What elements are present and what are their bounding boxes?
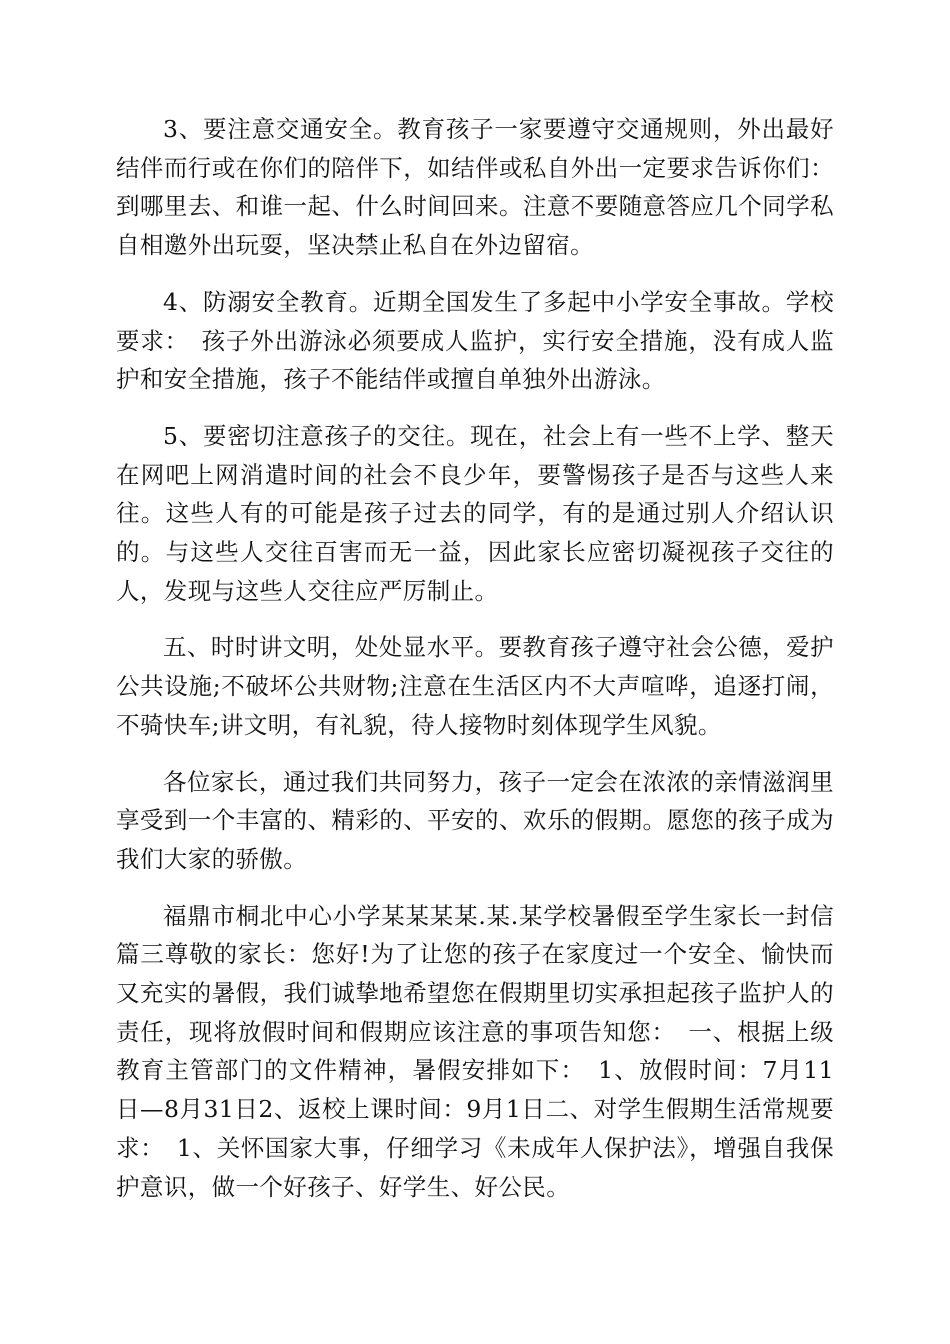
paragraph-letter-three: 福鼎市桐北中心小学某某某某.某.某学校暑假至学生家长一封信篇三尊敬的家长：您好!为了让您的孩子在家度过一个安全、愉快而又充实的暑假，我们诚挚地希望您在假期里切实承担起孩子监护人的责任，现将放假时间和假期应该注意的事项告知您： 一、根据上级教育主管部门的文件精神，暑假安排如下： 1、放假时间：7月11日—8月31日2、返校上课时间：9月1日二、对学生假期生活常规要求： 1、关怀国家大事，仔细学习《未成年人保护法》，增强自我保护意识，做一个好孩子、好学生、好公民。 <box>116 901 834 1201</box>
paragraph-drowning-safety: 4、防溺安全教育。近期全国发生了多起中小学安全事故。学校要求： 孩子外出游泳必须要成人监护，实行安全措施，没有成人监护和安全措施，孩子不能结伴或擅自单独外出游泳。 <box>116 287 834 394</box>
paragraph-closing: 各位家长，通过我们共同努力，孩子一定会在浓浓的亲情滋润里享受到一个丰富的、精彩的、平安的、欢乐的假期。愿您的孩子成为我们大家的骄傲。 <box>116 767 834 873</box>
paragraph-civility: 五、时时讲文明，处处显水平。要教育孩子遵守社会公德，爱护公共设施;不破坏公共财物;注意在生活区内不大声喧哗，追逐打闹，不骑快车;讲文明，有礼貌，待人接物时刻体现学生风貌。 <box>116 633 834 739</box>
document-page <box>116 110 834 1224</box>
paragraph-social-contacts: 5、要密切注意孩子的交往。现在，社会上有一些不上学、整天在网吧上网消遣时间的社会不良少年，要警惕孩子是否与这些人来往。这些人有的可能是孩子过去的同学，有的是通过别人介绍认识的。与这些人交往百害而无一益，因此家长应密切凝视孩子交往的人，发现与这些人交往应严厉制止。 <box>116 421 834 605</box>
paragraph-traffic-safety: 3、要注意交通安全。教育孩子一家要遵守交通规则，外出最好结伴而行或在你们的陪伴下，如结伴或私自外出一定要求告诉你们：到哪里去、和谁一起、什么时间回来。注意不要随意答应几个同学私自相邀外出玩耍，坚决禁止私自在外边留宿。 <box>116 115 834 260</box>
